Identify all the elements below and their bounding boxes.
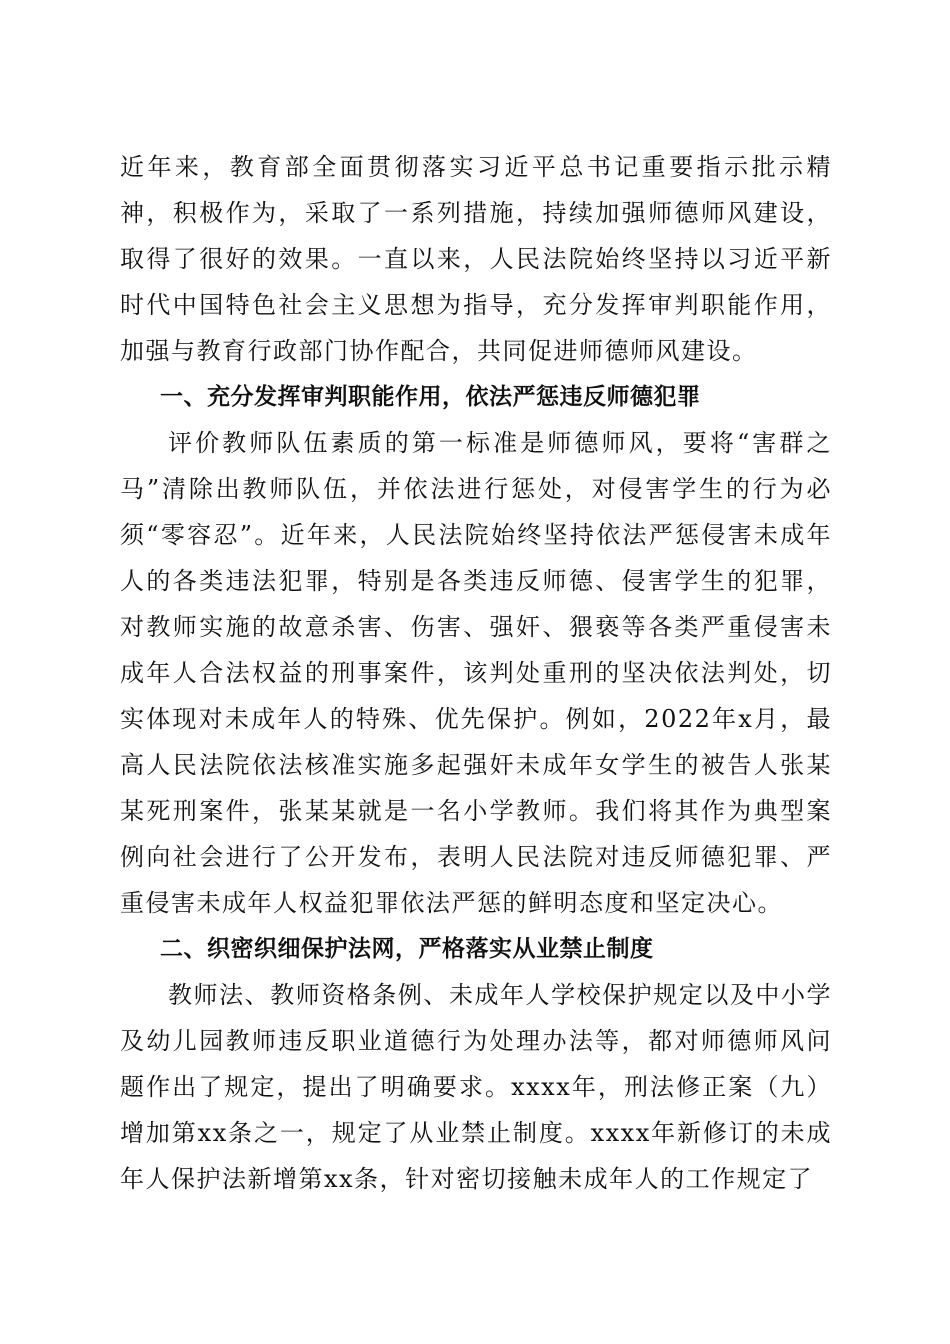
section-1-paragraph: 评价教师队伍素质的第一标准是师德师风，要将“害群之马”清除出教师队伍，并依法进行惩处，对侵害学生的行为必须“零容忍”。近年来，人民法院始终坚持依法严惩侵害未成年人的各类违法犯罪，特别是各类违反师德、侵害学生的犯罪，对教师实施的故意杀害、伤害、强奸、猥亵等各类严重侵害未成年人合法权益的刑事案件，该判处重刑的坚决依法判处，切实体现对未成年人的特殊、优先保护。例如，2022年x月，最高人民法院依法核准实施多起强奸未成年女学生的被告人张某某死刑案件，张某某就是一名小学教师。我们将其作为典型案例向社会进行了公开发布，表明人民法院对违反师德犯罪、严重侵害未成年人权益犯罪依法严惩的鲜明态度和坚定决心。: [120, 429, 832, 917]
section-heading-1: 一、充分发挥审判职能作用，依法严惩违反师德犯罪: [160, 384, 701, 410]
intro-paragraph: 近年来，教育部全面贯彻落实习近平总书记重要指示批示精神，积极作为，采取了一系列措施，持续加强师德师风建设，取得了很好的效果。一直以来，人民法院始终坚持以习近平新时代中国特色社会主义思想为指导，充分发挥审判职能作用，加强与教育行政部门协作配合，共同促进师德师风建设。: [120, 153, 832, 365]
section-2-paragraph: 教师法、教师资格条例、未成年人学校保护规定以及中小学及幼儿园教师违反职业道德行为处理办法等，都对师德师风问题作出了规定，提出了明确要求。xxxx年，刑法修正案（九）增加第xx条之一，规定了从业禁止制度。xxxx年新修订的未成年人保护法新增第xx条，针对密切接触未成年人的工作规定了: [120, 981, 832, 1193]
section-heading-2: 二、织密织细保护法网，严格落实从业禁止制度: [160, 936, 654, 962]
document-page: [120, 144, 832, 1244]
